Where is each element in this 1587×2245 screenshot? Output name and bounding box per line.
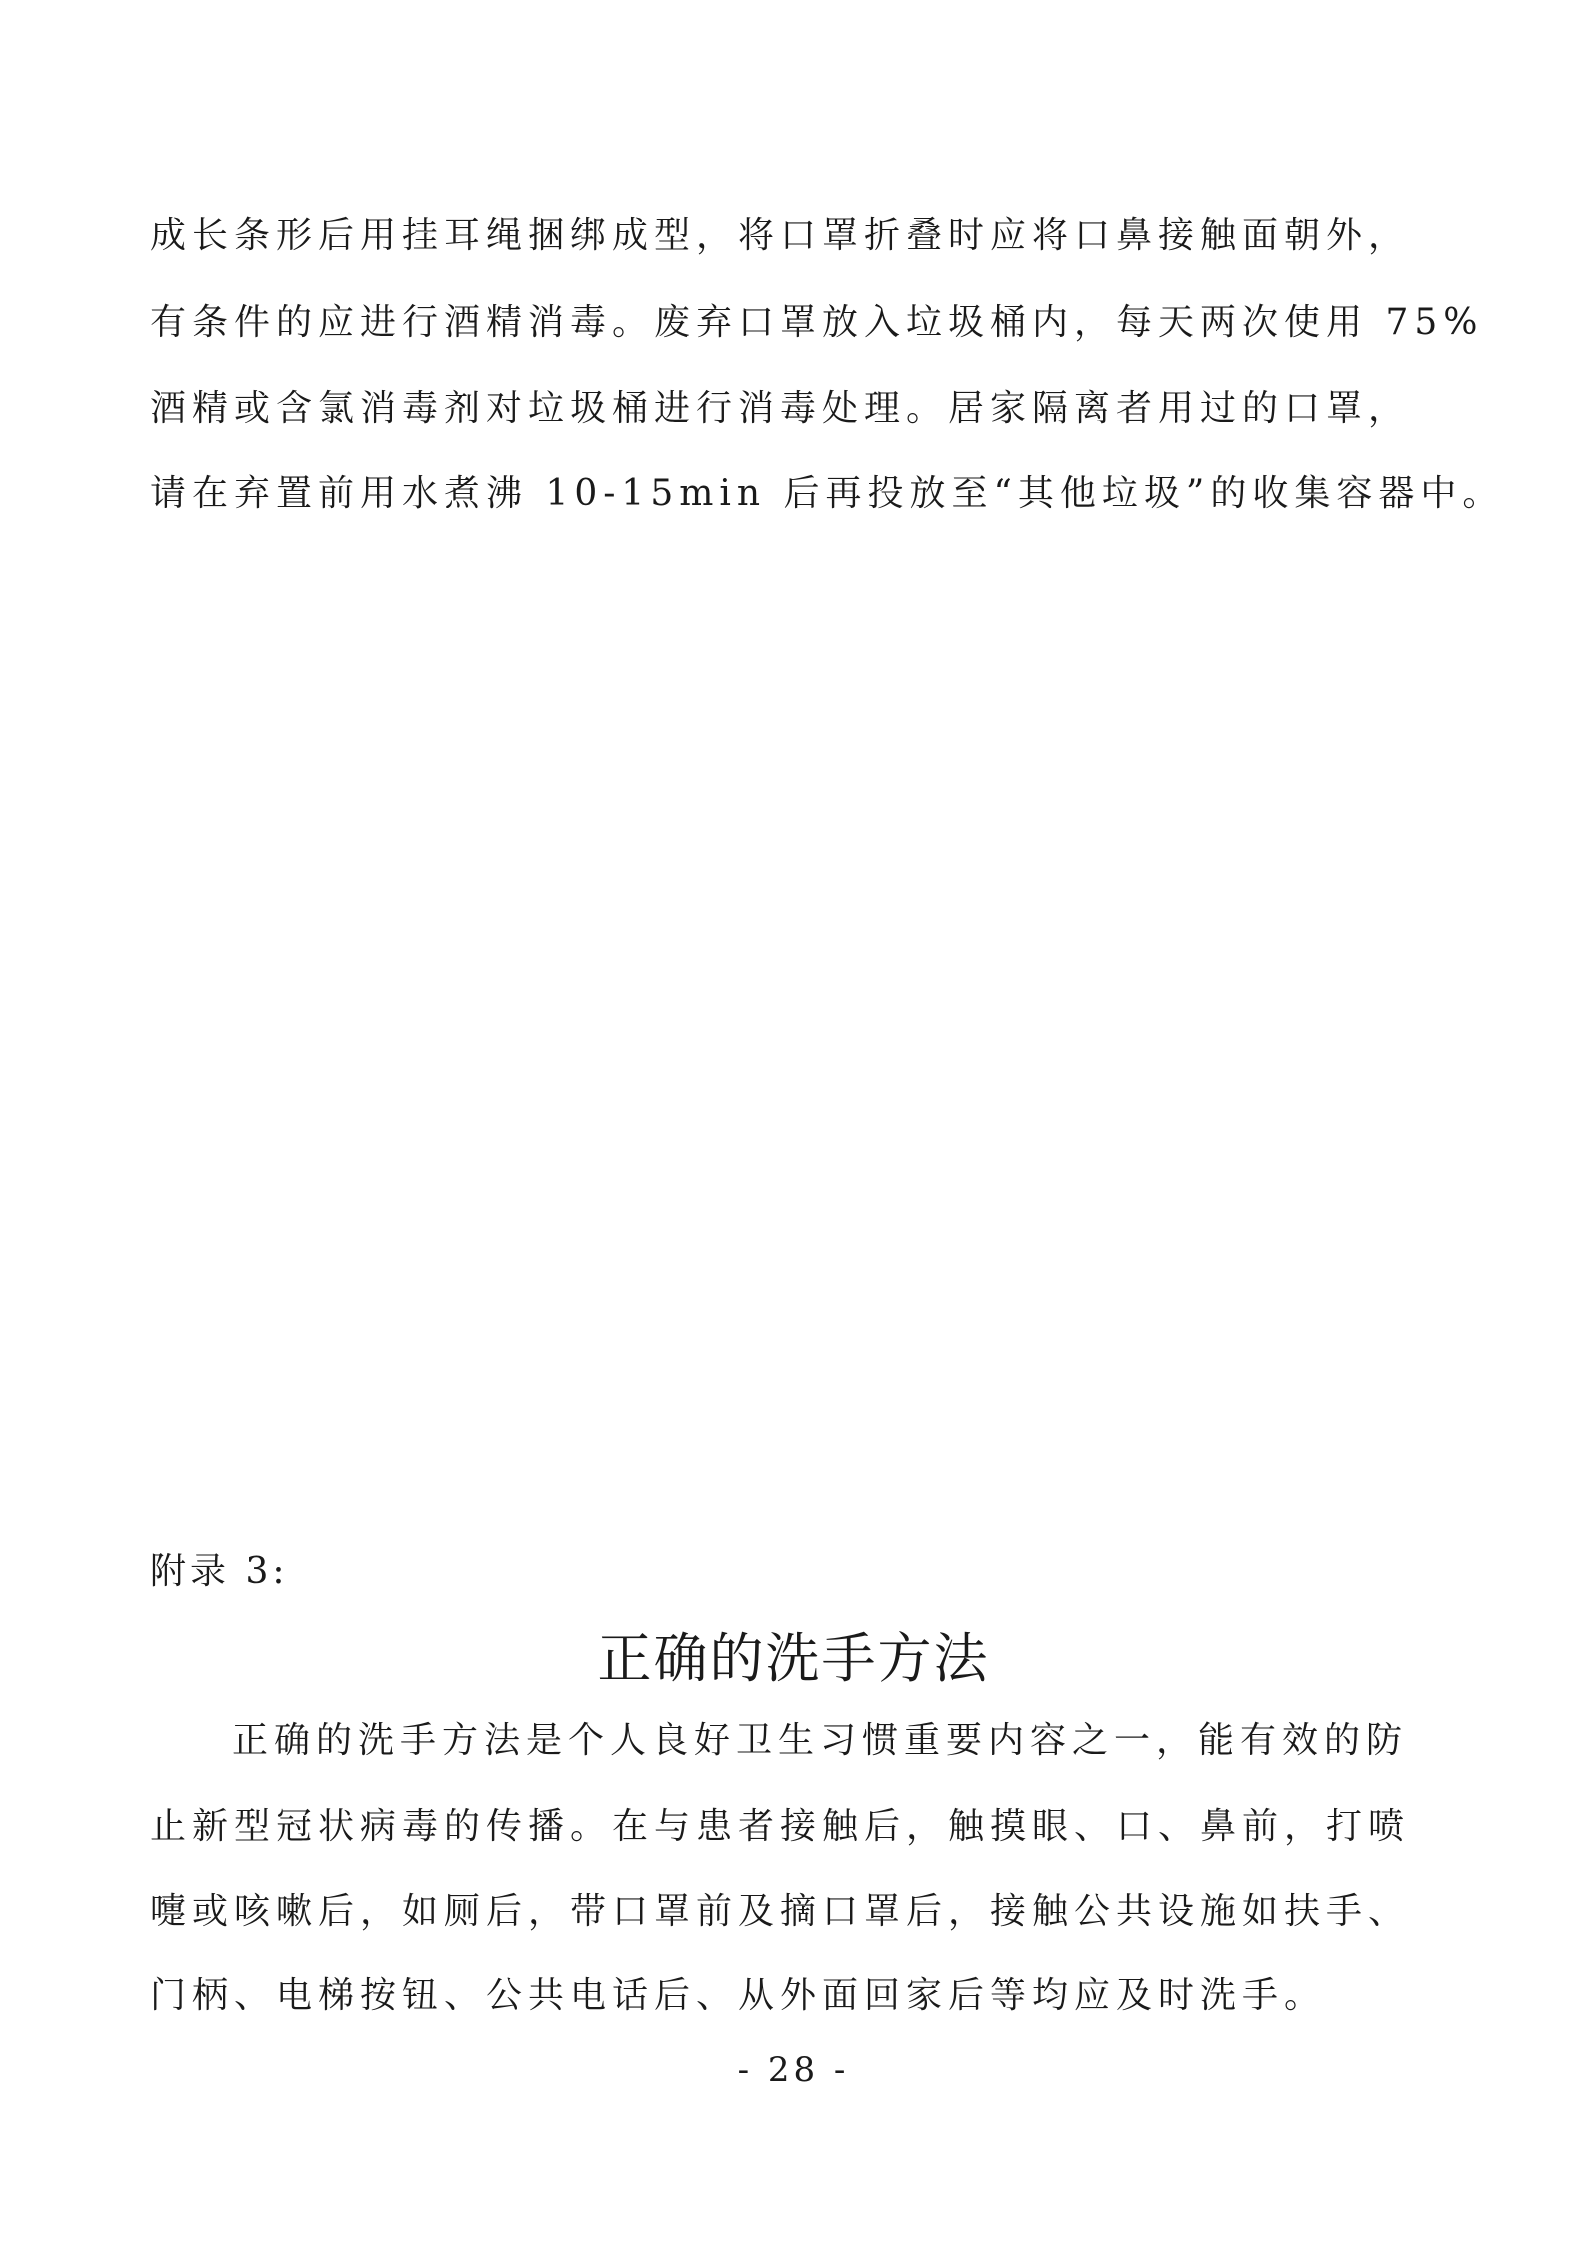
page-number: - 28 -: [737, 2050, 850, 2090]
paragraph-line: 酒精或含氯消毒剂对垃圾桶进行消毒处理。居家隔离者用过的口罩，: [150, 388, 1411, 429]
paragraph-line: 请在弃置前用水煮沸 10-15min 后再投放至“其他垃圾”的收集容器中。: [150, 473, 1505, 514]
paragraph-line: 止新型冠状病毒的传播。在与患者接触后，触摸眼、口、鼻前，打喷: [150, 1806, 1411, 1847]
appendix-label: 附录 3:: [150, 1551, 289, 1592]
paragraph-line: 成长条形后用挂耳绳捆绑成型，将口罩折叠时应将口鼻接触面朝外，: [150, 215, 1411, 256]
section-title: 正确的洗手方法: [597, 1627, 990, 1690]
paragraph-line: 正确的洗手方法是个人良好卫生习惯重要内容之一，能有效的防: [232, 1720, 1409, 1761]
paragraph-line: 嚏或咳嗽后，如厕后，带口罩前及摘口罩后，接触公共设施如扶手、: [150, 1891, 1411, 1932]
paragraph-line: 有条件的应进行酒精消毒。废弃口罩放入垃圾桶内，每天两次使用 75%: [150, 302, 1484, 343]
paragraph-line: 门柄、电梯按钮、公共电话后、从外面回家后等均应及时洗手。: [150, 1975, 1327, 2016]
